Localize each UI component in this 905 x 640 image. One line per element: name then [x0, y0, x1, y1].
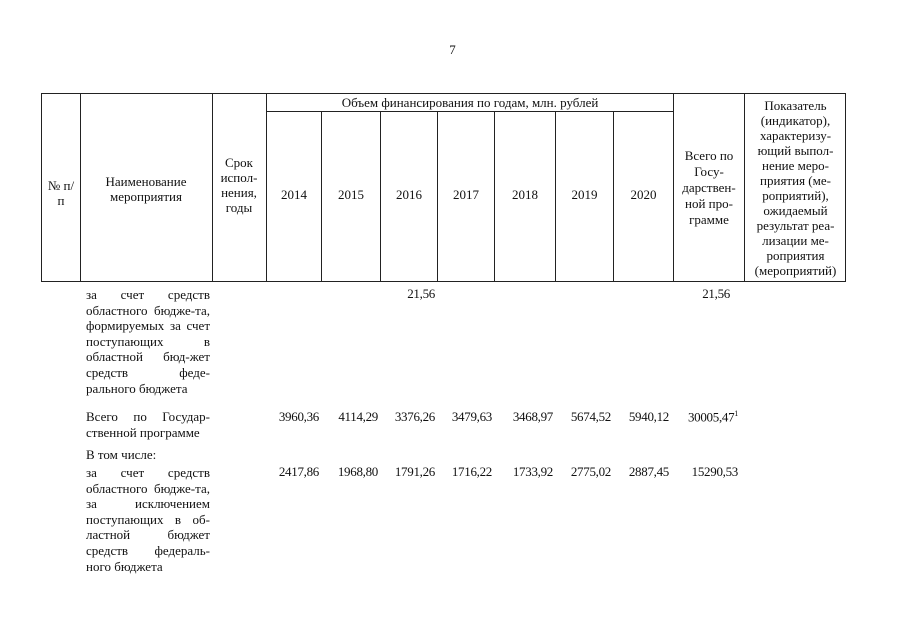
row-2-value-2017: 3479,63 — [451, 409, 492, 424]
row-2-value-2019: 5674,52 — [570, 409, 611, 424]
row-2-value-2020: 5940,12 — [628, 409, 669, 424]
row-2-total-footnote: 1 — [734, 409, 738, 418]
row-1-value-2016: 21,56 — [407, 286, 435, 301]
row-2-value-2016: 3376,26 — [394, 409, 435, 424]
year-2014: 2014 — [281, 187, 307, 202]
row-4-value-2014: 2417,86 — [278, 464, 319, 479]
header-num: № п/п — [47, 178, 75, 208]
row-2-name: Всего по Государ-ственной программе — [86, 409, 210, 440]
row-4-value-2017: 1716,22 — [451, 464, 492, 479]
year-2018: 2018 — [512, 187, 538, 202]
funding-header-divider — [266, 111, 673, 112]
header-indicator: Показатель (индикатор), характеризу-ющий выпол-нение меро-приятия (ме-роприятий), ожидаемый результат реа-лизации ме-роприятия (мероприятий) — [754, 98, 837, 278]
year-2015: 2015 — [338, 187, 364, 202]
row-4-value-2018: 1733,92 — [512, 464, 553, 479]
header-funding-title: Объем финансирования по годам, млн. рублей — [341, 94, 599, 110]
row-1-name: за счет средств областного бюдже-та, формируемых за счет поступающих в областной бюд-жет средств феде-рального бюджета — [86, 287, 210, 396]
row-2-value-2014: 3960,36 — [278, 409, 319, 424]
row-2-value-2018: 3468,97 — [512, 409, 553, 424]
page-number: 7 — [449, 42, 456, 57]
row-4-name: за счет средств областного бюдже-та, за исключением поступающих в об-ластной бюджет средств федераль-ного бюджета — [86, 465, 210, 574]
header-bottom-border — [41, 281, 846, 282]
col-border-11 — [744, 93, 745, 282]
row-4-value-2015: 1968,80 — [337, 464, 378, 479]
row-4-value-2020: 2887,45 — [628, 464, 669, 479]
row-4-value-2016: 1791,26 — [394, 464, 435, 479]
row-4-total: 15290,53 — [691, 464, 738, 479]
col-border-2 — [212, 93, 213, 282]
header-total: Всего по Госу-дарствен-ной про-грамме — [682, 148, 736, 227]
col-border-1 — [80, 93, 81, 282]
row-2-total — [672, 409, 738, 425]
year-2017: 2017 — [453, 187, 479, 202]
col-border-10 — [673, 93, 674, 282]
row-1-total: 21,56 — [702, 286, 730, 301]
header-term: Срок испол-нения, годы — [220, 155, 258, 215]
row-2-total-value: 30005,47 — [687, 409, 735, 425]
year-2020: 2020 — [630, 187, 657, 202]
col-border-12 — [845, 93, 846, 282]
col-border-0 — [41, 93, 42, 282]
year-2016: 2016 — [396, 187, 422, 202]
year-2019: 2019 — [571, 187, 598, 202]
row-4-value-2019: 2775,02 — [570, 464, 611, 479]
header-name: Наименование мероприятия — [105, 174, 187, 204]
row-3-name: В том числе: — [86, 447, 157, 462]
row-2-value-2015: 4114,29 — [338, 409, 378, 424]
